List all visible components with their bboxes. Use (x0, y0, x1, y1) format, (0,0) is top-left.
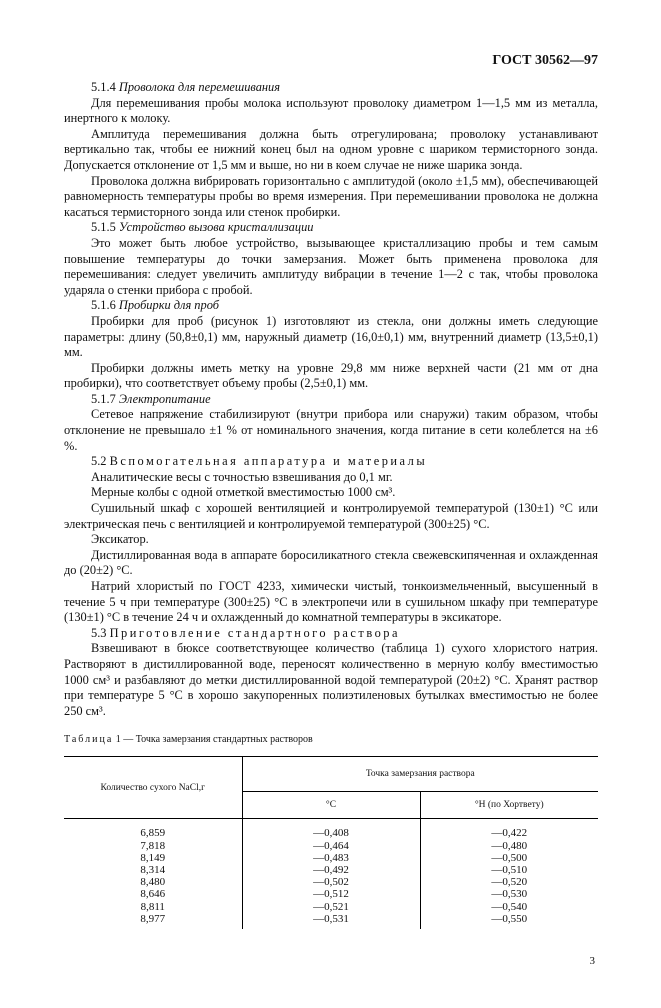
paragraph: Это может быть любое устройство, вызывающее кристаллизацию пробы и тем самым повышение температуры до точки замерзания. Может быть применена проволока для перемешивания: следует увеличить амплитуду вибрации в течение 1—2 с так, чтобы проволока ударяла о стенки прибора с пробой. (64, 235, 598, 297)
section-heading (64, 454, 598, 470)
section-title: Пробирки для проб (118, 298, 219, 313)
paragraph: Проволока должна вибрировать горизонтально с амплитудой (около ±1,5 мм), обеспечивающей равномерность температуры пробы во время измерения. При перемешивании проволока не должна касаться термисторного зонда или стенок пробирки. (64, 173, 598, 219)
col-header-celsius: °С (242, 792, 420, 819)
paragraph: Аналитические весы с точностью взвешивания до 0,1 мг. (91, 469, 393, 484)
document-header: ГОСТ 30562—97 (492, 53, 598, 68)
paragraph: Амплитуда перемешивания должна быть отрегулирована; проволоку устанавливают вертикально так, чтобы ее нижний конец был на одном уровне с шариком термисторного зонда. Допускается отклонение от 1,5 мм и выше, но ни в коем случае не ниже шарика зонда. (64, 126, 598, 172)
paragraph: Дистиллированная вода в аппарате боросиликатного стекла свежевскипяченная и охлажденная до (20±2) °С. (64, 547, 598, 578)
section-heading (64, 80, 598, 96)
col-header-group: Точка замерзания раствора (242, 757, 598, 792)
paragraph: Мерные колбы с одной отметкой вместимостью 1000 см³. (91, 485, 396, 500)
celsius-values: —0,408 —0,464 —0,483 —0,492 —0,502 —0,512 —0,521 —0,531 (242, 819, 420, 929)
col-header-nacl: Количество сухого NaCl,г (64, 757, 242, 819)
section-number: 5.1.6 (91, 298, 116, 313)
section-number: 5.3 (91, 625, 107, 640)
section-title: Проволока для перемешивания (118, 80, 281, 94)
section-heading (64, 626, 598, 642)
paragraph: Натрий хлористый по ГОСТ 4233, химически чистый, тонкоизмельченный, высушенный в течение 5 ч при температуре (300±25) °С в электропечи или в сушильном шкафу при температуре (130±1) °С в течение 24 ч и охлажденный до комнатной температуры в эксикаторе. (64, 579, 598, 625)
caption-label: Таблица (64, 734, 114, 746)
document-body (64, 80, 598, 719)
section-number: 5.2 (91, 454, 107, 469)
paragraph: Для перемешивания пробы молока используют проволоку диаметром 1—1,5 мм из металла, инертного к молоку. (64, 95, 598, 126)
section-heading (64, 298, 598, 314)
paragraph: Эксикатор. (91, 532, 149, 547)
paragraph: Взвешивают в бюксе соответствующее количество (таблица 1) сухого хлористого натрия. Растворяют в дистиллированной воде, переносят количественно в мерную колбу вместимостью 1000 см³ и разбавляют до метки дистиллированной водой температурой (20±2) °С. Хранят раствор при температуре 5 °С в хорошо закупоренных полиэтиленовых бутылках вместимостью не более 250 см³. (64, 641, 598, 718)
freezing-point-table (64, 756, 598, 929)
section-title: Приготовление стандартного раствора (109, 625, 400, 640)
section-number: 5.1.4 (91, 80, 116, 94)
hortvet-values: —0,422 —0,480 —0,500 —0,510 —0,520 —0,530 —0,540 —0,550 (420, 819, 598, 929)
paragraph: Сушильный шкаф с хорошей вентиляцией и контролируемой температурой (130±1) °С или электрическая печь с вентиляцией и контролируемой температурой (300±25) °С. (64, 501, 598, 531)
section-title: Устройство вызова кристаллизации (118, 220, 314, 235)
section-number: 5.1.5 (91, 220, 116, 235)
col-header-hortvet: °Н (по Хортвету) (420, 792, 598, 819)
page-number: 3 (589, 954, 595, 967)
paragraph: Сетевое напряжение стабилизируют (внутри прибора или снаружи) таким образом, чтобы отклонение не превышало ±1 % от номинального значения, когда питание в сети колеблется на ±6 %. (64, 407, 598, 453)
table-caption (64, 733, 598, 746)
paragraph: Пробирки для проб (рисунок 1) изготовляют из стекла, они должны иметь следующие параметры: длину (50,8±0,1) мм, наружный диаметр (16,0±0,1) мм, внутренний диаметр (13,5±0,1) мм. (64, 313, 598, 360)
section-number: 5.1.7 (91, 391, 116, 406)
section-title: Электропитание (118, 391, 211, 406)
paragraph: Пробирки должны иметь метку на уровне 29,8 мм ниже верхней части (21 мм от дна пробирки), что соответствует объему пробы (2,5±0,1) мм. (64, 360, 598, 391)
caption-text: 1 — Точка замерзания стандартных растворов (115, 734, 313, 746)
section-heading (64, 392, 598, 408)
section-title: Вспомогательная аппаратура и материалы (109, 454, 428, 469)
section-heading (64, 220, 598, 236)
nacl-values: 6,859 7,818 8,149 8,314 8,480 8,646 8,811 8,977 (140, 827, 166, 925)
